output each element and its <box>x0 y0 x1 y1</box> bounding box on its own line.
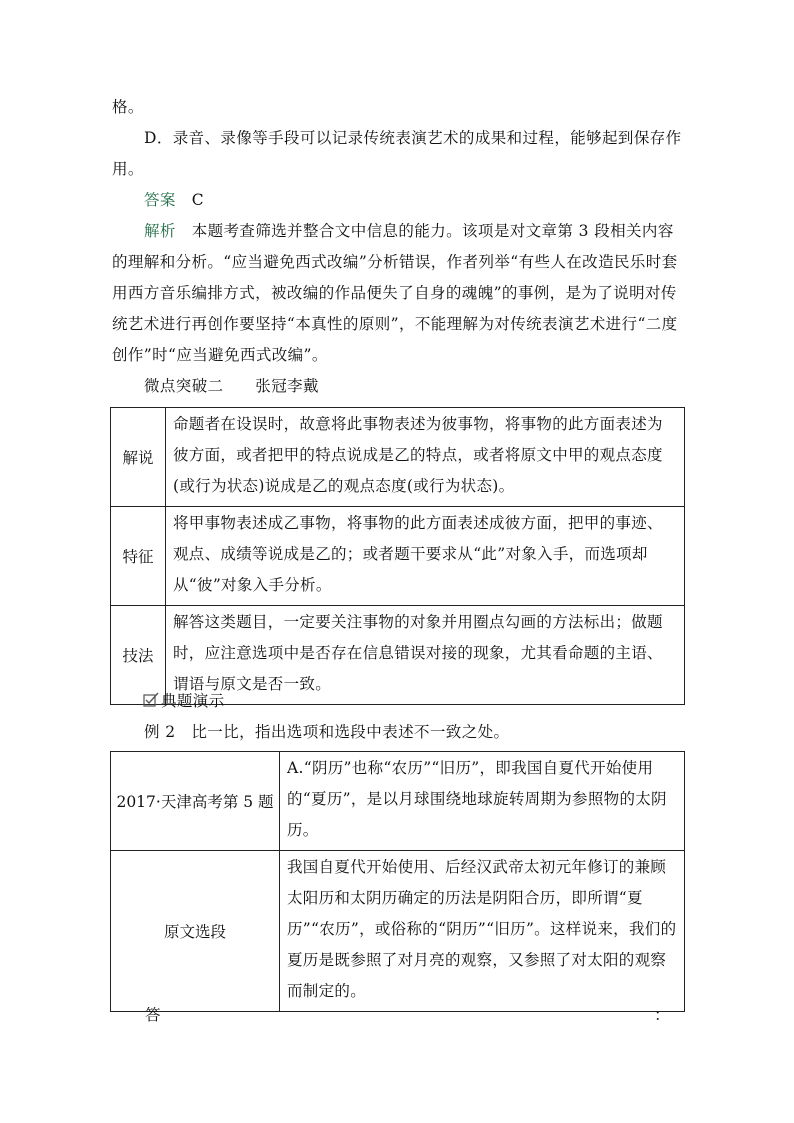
analysis-paragraph <box>112 216 684 371</box>
row-label: 原文选段 <box>111 851 280 1012</box>
checkbox-pencil-icon <box>143 688 159 704</box>
method-table <box>110 407 685 705</box>
section-heading: 微点突破二 张冠李戴 <box>144 377 319 395</box>
demo-heading-line <box>143 686 683 717</box>
option-d: D．录音、录像等手段可以记录传统表演艺术的成果和过程，能够起到保存作用。 <box>112 129 682 178</box>
row-text: 解答这类题目，一定要关注事物的对象并用圈点勾画的方法标出；做题时，应注意选项中是否存在信息错误对接的现象，尤其看命题的主语、谓语与原文是否一致。 <box>166 606 685 705</box>
table-row <box>111 851 685 1012</box>
row-text: 我国自夏代开始使用、后经汉武帝太初元年修订的兼顾太阳历和太阴历确定的历法是阴阳合历，即所谓“夏历”“农历”，或俗称的“阴历”“旧历”。这样说来，我们的夏历是既参照了对月亮的观察，又参照了对太阳的观察而制定的。 <box>280 851 685 1012</box>
row-label: 2017·天津高考第 5 题 <box>111 752 280 851</box>
demo-heading: 典题演示 <box>161 692 225 710</box>
answer-line <box>112 185 684 216</box>
answer-blank-line <box>145 1000 670 1031</box>
compare-table <box>110 751 685 1012</box>
answer-label: 答案 <box>144 191 176 209</box>
row-label: 技法 <box>111 606 166 705</box>
table-row <box>111 507 685 606</box>
row-text: A.“阴历”也称“农历”“旧历”，即我国自夏代开始使用的“夏历”，是以月球围绕地球旋转周期为参照物的太阴历。 <box>280 752 685 851</box>
row-text: 将甲事物表述成乙事物，将事物的此方面表述成彼方面，把甲的事迹、观点、成绩等说成是乙的；或者题干要求从“此”对象入手，而选项却从“彼”对象入手分析。 <box>166 507 685 606</box>
row-label: 解说 <box>111 408 166 507</box>
intro-line: 格。 <box>112 98 144 116</box>
table-row <box>111 408 685 507</box>
example-prompt: 例 2 比一比，指出选项和选段中表述不一致之处。 <box>144 723 510 741</box>
analysis-label: 解析 <box>144 222 176 240</box>
answer-blank-label: 答 <box>145 1006 161 1024</box>
analysis-text: 本题考查筛选并整合文中信息的能力。该项是对文章第 3 段相关内容的理解和分析。“应当避免西式改编”分析错误，作者列举“有些人在改造民乐时套用西方音乐编排方式，被改编的作品便失了自身的魂魄”的事例，是为了说明对传统艺术进行再创作要坚持“本真性的原则”，不能理解为对传统表演艺术进行“二度创作”时“应当避免西式改编”。 <box>112 222 678 364</box>
row-label: 特征 <box>111 507 166 606</box>
answer-value: C <box>191 191 204 209</box>
table-row <box>111 752 685 851</box>
answer-blank-end: ： <box>654 1006 670 1024</box>
row-text: 命题者在设误时，故意将此事物表述为彼事物，将事物的此方面表述为彼方面，或者把甲的特点说成是乙的特点，或者将原文中甲的观点态度(或行为状态)说成是乙的观点态度(或行为状态)。 <box>166 408 685 507</box>
